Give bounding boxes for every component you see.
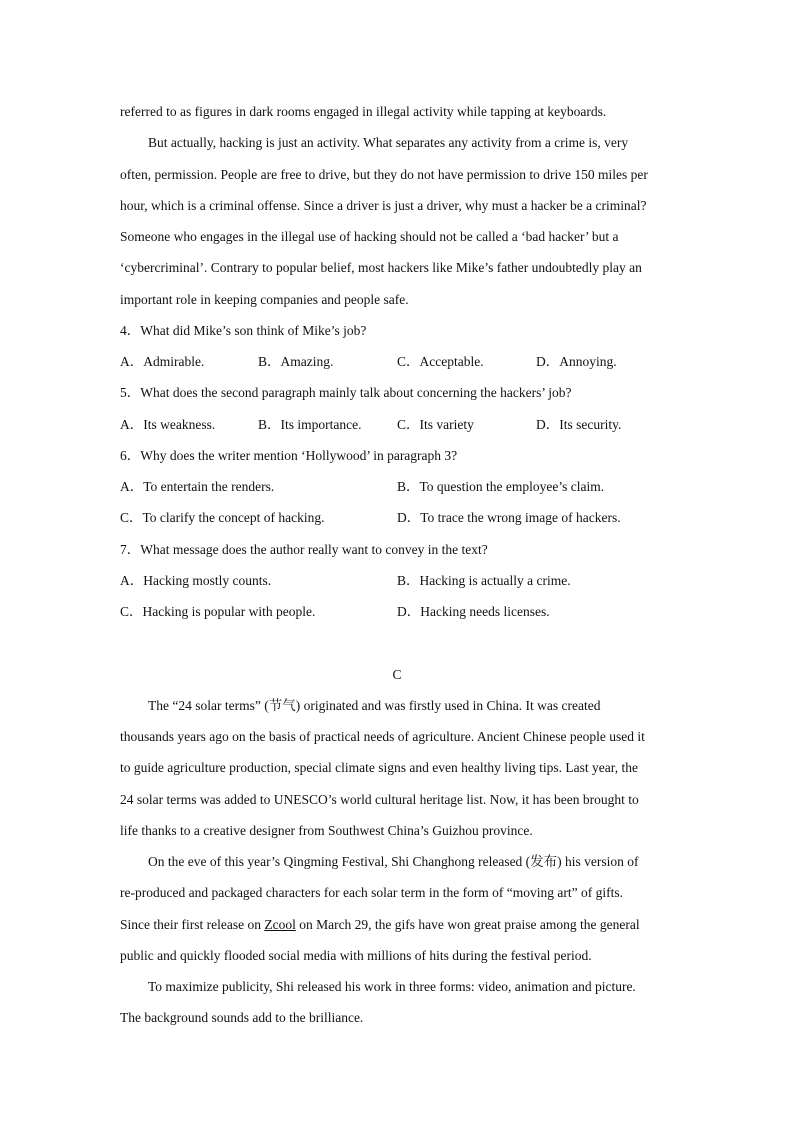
answer-option: D．To trace the wrong image of hackers. <box>397 510 621 526</box>
paragraph-line: thousands years ago on the basis of practical needs of agriculture. Ancient Chinese people used it <box>120 729 645 744</box>
paragraph-line: To maximize publicity, Shi released his work in three forms: video, animation and picture. <box>148 979 636 994</box>
paragraph-line: re-produced and packaged characters for each solar term in the form of “moving art” of gifts. <box>120 885 624 901</box>
paragraph-line <box>120 917 640 933</box>
paragraph-line: hour, which is a criminal offense. Since a driver is just a driver, why must a hacker be a criminal? <box>120 197 647 213</box>
answer-option: B．Its importance. <box>258 416 362 432</box>
question-stem: 4．What did Mike’s son think of Mike’s job? <box>120 322 367 338</box>
paragraph-line: public and quickly flooded social media with millions of hits during the festival period. <box>120 947 592 963</box>
answer-option: C．Its variety <box>397 416 474 432</box>
answer-option: B．Amazing. <box>258 354 334 369</box>
paragraph-line: life thanks to a creative designer from Southwest China’s Guizhou province. <box>120 822 533 838</box>
answer-option: C．Hacking is popular with people. <box>120 604 316 619</box>
paragraph-line: Someone who engages in the illegal use of hacking should not be called a ‘bad hacker’ but a <box>120 229 619 244</box>
paragraph-line: On the eve of this year’s Qingming Festival, Shi Changhong released (发布) his version of <box>148 854 639 869</box>
answer-option: A．Admirable. <box>120 354 205 369</box>
answer-option: D．Its security. <box>536 416 622 432</box>
zcool-link[interactable]: Zcool <box>264 916 296 932</box>
answer-option: C．To clarify the concept of hacking. <box>120 510 325 526</box>
paragraph-line: But actually, hacking is just an activity. What separates any activity from a crime is, very <box>148 135 629 151</box>
line-start: Since their first release on <box>120 916 265 932</box>
paragraph-line: The background sounds add to the brilliance. <box>120 1010 364 1026</box>
paragraph-line: important role in keeping companies and people safe. <box>120 291 409 307</box>
paragraph-line: ‘cybercriminal’. Contrary to popular belief, most hackers like Mike’s father undoubtedly play an <box>120 260 642 276</box>
answer-option: A．Hacking mostly counts. <box>120 572 272 588</box>
question-stem: 6．Why does the writer mention ‘Hollywood’ in paragraph 3? <box>120 447 458 463</box>
answer-option: C．Acceptable. <box>397 354 484 369</box>
line-end: on March 29, the gifs have won great praise among the general <box>295 916 640 932</box>
paragraph-line: 24 solar terms was added to UNESCO’s world cultural heritage list. Now, it has been brought to <box>120 791 639 807</box>
answer-option: D．Hacking needs licenses. <box>397 604 550 619</box>
paragraph-line: to guide agriculture production, special climate signs and even healthy living tips. Last year, the <box>120 760 638 776</box>
paragraph-line: referred to as figures in dark rooms engaged in illegal activity while tapping at keyboards. <box>120 104 607 119</box>
answer-option: D．Annoying. <box>536 354 617 369</box>
paragraph-line: often, permission. People are free to drive, but they do not have permission to drive 150 miles per <box>120 166 648 182</box>
answer-option: B．To question the employee’s claim. <box>397 479 605 494</box>
paragraph-line: The “24 solar terms” (节气) originated and was firstly used in China. It was created <box>148 697 601 713</box>
answer-option: B．Hacking is actually a crime. <box>397 572 571 588</box>
answer-option: A．Its weakness. <box>120 416 216 432</box>
section-heading: C <box>392 666 402 682</box>
question-stem: 5．What does the second paragraph mainly talk about concerning the hackers’ job? <box>120 385 572 401</box>
answer-option: A．To entertain the renders. <box>120 479 275 494</box>
question-stem: 7．What message does the author really want to convey in the text? <box>120 541 488 557</box>
